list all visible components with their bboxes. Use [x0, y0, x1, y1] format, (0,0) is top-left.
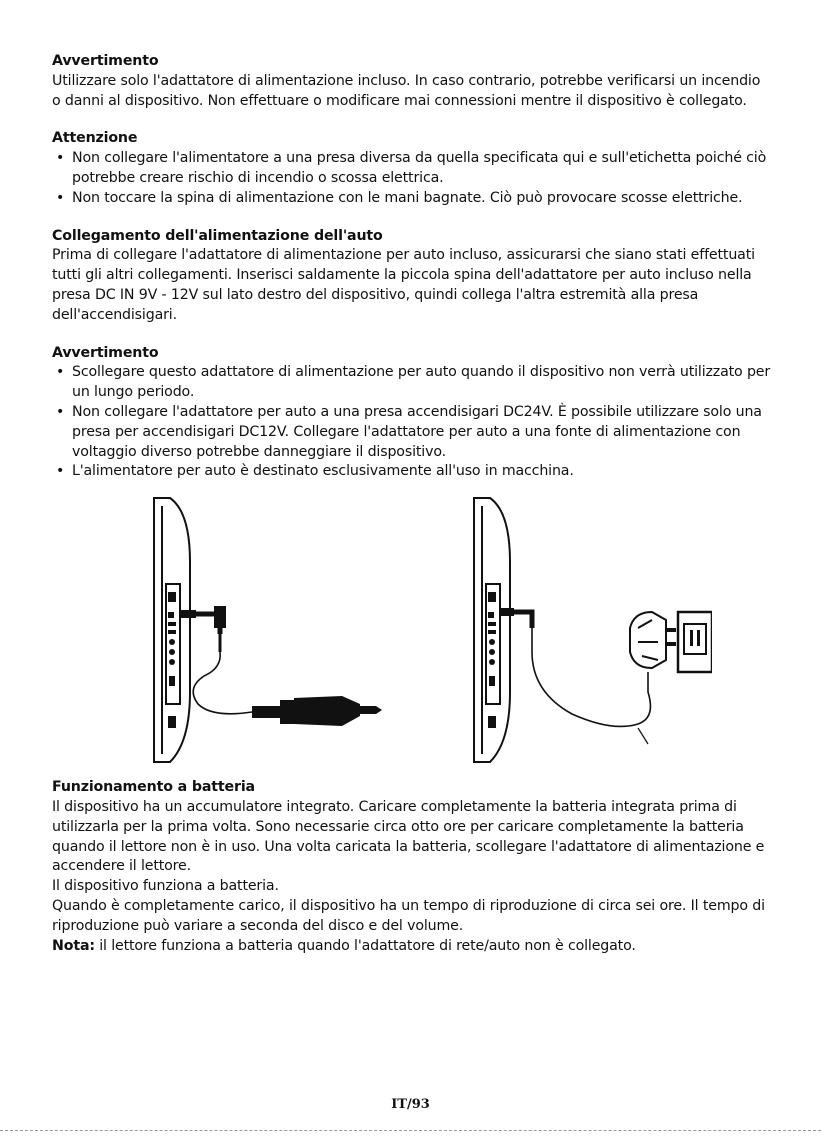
- note-label: Nota:: [52, 937, 95, 954]
- list-item: • Non collegare l'alimentatore a una presa diversa da quella specificata qui e sull'etichetta poiché ciò potrebbe creare rischio di incendio o scossa elettrica.: [56, 150, 767, 186]
- section-heading: Avvertimento: [52, 53, 159, 69]
- bullet-icon: •: [56, 403, 65, 420]
- page-number: IT/93: [391, 1097, 430, 1112]
- section-car-power: [52, 227, 772, 326]
- note-text: il lettore funziona a batteria quando l'adattatore di rete/auto non è collegato.: [94, 937, 636, 954]
- bullet-icon: •: [56, 189, 65, 206]
- note: [52, 937, 772, 957]
- illustrations: [52, 492, 772, 772]
- bullet-list: [52, 149, 772, 208]
- page-bottom-divider: [0, 1130, 821, 1131]
- section-attention: [52, 129, 772, 208]
- bullet-list: [52, 363, 772, 482]
- section-heading: Avvertimento: [52, 344, 159, 361]
- wall-adapter-illustration: [412, 492, 712, 772]
- bullet-icon: •: [56, 364, 65, 381]
- list-item: • Non toccare la spina di alimentazione con le mani bagnate. Ciò può provocare scosse elettriche.: [52, 189, 772, 209]
- section-warning-2: [52, 344, 772, 483]
- section-body: Il dispositivo funziona a batteria.: [52, 878, 279, 895]
- section-heading: Collegamento dell'alimentazione dell'auto: [52, 227, 383, 244]
- bullet-icon: •: [56, 150, 65, 167]
- section-heading: Attenzione: [52, 130, 138, 147]
- manual-page: [52, 52, 772, 956]
- section-heading: Funzionamento a batteria: [52, 779, 255, 796]
- list-item: • L'alimentatore per auto è destinato esclusivamente all'uso in macchina.: [52, 462, 772, 482]
- section-warning-1: [52, 52, 772, 111]
- section-battery: [52, 778, 772, 956]
- bullet-icon: •: [56, 463, 65, 480]
- list-item: • Non collegare l'adattatore per auto a una presa accendisigari DC24V. È possibile utilizzare solo una presa per accendisigari DC12V. Collegare l'adattatore per auto a una fonte di alimentazione con voltaggio diverso potrebbe danneggiare il dispositivo.: [56, 403, 762, 460]
- section-body: Quando è completamente carico, il dispositivo ha un tempo di riproduzione di circa sei ore. Il tempo di riproduzione può variare a seconda del disco e del volume.: [52, 897, 765, 934]
- section-body: Utilizzare solo l'adattatore di alimentazione incluso. In caso contrario, potrebbe verificarsi un incendio o danni al dispositivo. Non effettuare o modificare mai connessioni mentre il dispositivo è collegato.: [52, 72, 761, 109]
- section-body: Prima di collegare l'adattatore di alimentazione per auto incluso, assicurarsi che siano stati effettuati tutti gli altri collegamenti. Inserisci saldamente la piccola spina dell'adattatore per auto incluso nella presa DC IN 9V - 12V sul lato destro del dispositivo, quindi collega l'altra estremità alla presa dell'accendisigari.: [52, 247, 755, 323]
- list-item: • Scollegare questo adattatore di alimentazione per auto quando il dispositivo non verrà utilizzato per un lungo periodo.: [56, 364, 771, 401]
- section-body: Il dispositivo ha un accumulatore integrato. Caricare completamente la batteria integrata prima di utilizzarla per la prima volta. Sono necessarie circa otto ore per caricare completamente la batteria quando il lettore non è in uso. Una volta caricata la batteria, scollegare l'adattatore di alimentazione e accendere il lettore.: [52, 798, 765, 875]
